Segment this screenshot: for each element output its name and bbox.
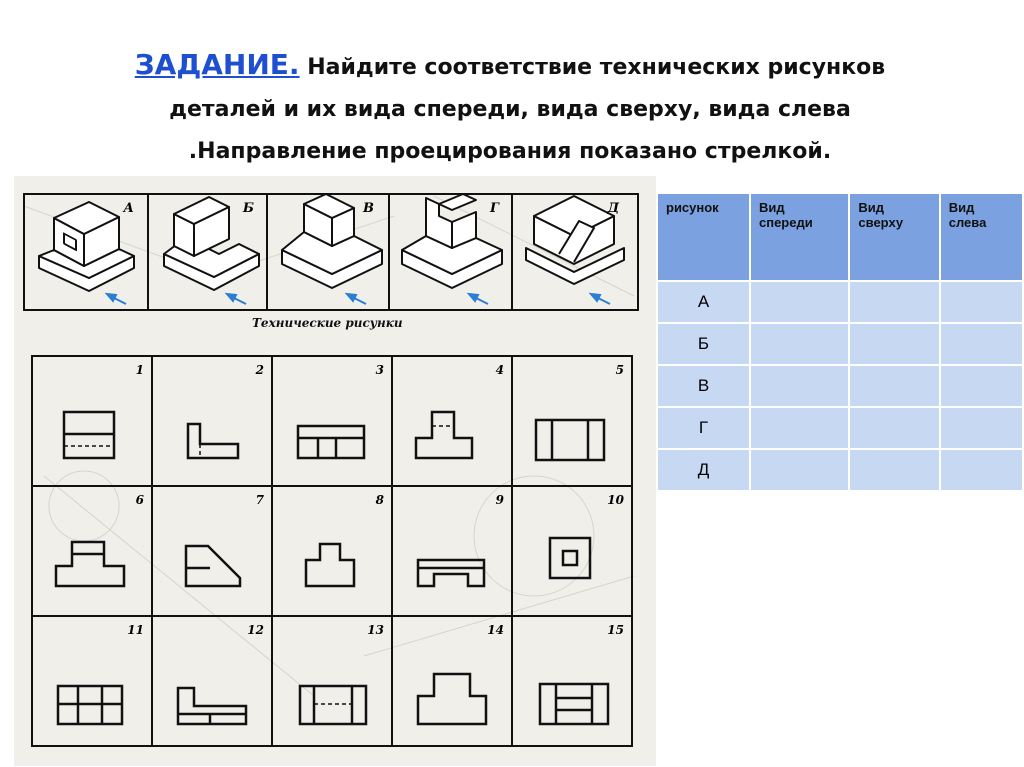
answer-cell[interactable] — [750, 407, 849, 449]
view-number-label: 5 — [615, 363, 624, 377]
answer-cell[interactable] — [849, 449, 939, 491]
table-row — [657, 365, 1023, 407]
table-row — [657, 449, 1023, 491]
answer-cell[interactable] — [849, 281, 939, 323]
answer-table-header — [657, 193, 1023, 281]
answer-cell[interactable] — [750, 365, 849, 407]
answer-cell[interactable] — [940, 365, 1023, 407]
table-row — [657, 323, 1023, 365]
task-line-1: Найдите соответствие технических рисунков — [307, 55, 886, 80]
view-number-label: 2 — [255, 363, 264, 377]
drawing-letter-label: А — [123, 201, 134, 216]
header-drawing: рисунок — [657, 193, 750, 281]
view-number-label: 4 — [495, 363, 504, 377]
answer-table — [656, 192, 1024, 492]
answer-cell[interactable] — [849, 407, 939, 449]
drawing-letter-label: Г — [490, 201, 499, 216]
task-keyword: ЗАДАНИЕ. — [134, 48, 300, 81]
drawing-letter-label: Б — [242, 201, 254, 216]
drawing-letter-label: Д — [607, 201, 619, 216]
answer-cell[interactable] — [750, 449, 849, 491]
scanned-figure — [14, 176, 656, 766]
view-number-label: 14 — [487, 623, 504, 637]
row-label: Б — [657, 323, 750, 365]
view-number-label: 13 — [367, 623, 384, 637]
answer-cell[interactable] — [849, 323, 939, 365]
view-number-label: 6 — [135, 493, 144, 507]
figure-caption: Технические рисунки — [252, 316, 403, 330]
drawing-letter-label: В — [363, 201, 374, 216]
row-label: Г — [657, 407, 750, 449]
answer-cell[interactable] — [940, 323, 1023, 365]
orthographic-views — [56, 412, 608, 724]
part-a-drawing — [39, 202, 134, 291]
answer-cell[interactable] — [750, 323, 849, 365]
view-number-label: 3 — [375, 363, 384, 377]
task-line-3: .Направление проецирования показано стрелкой. — [188, 139, 832, 164]
view-number-label: 9 — [495, 493, 504, 507]
row-label: Д — [657, 449, 750, 491]
view-number-label: 1 — [135, 363, 144, 377]
view-number-label: 10 — [607, 493, 624, 507]
technical-drawings-svg — [14, 176, 656, 766]
header-top-view: Вид сверху — [849, 193, 939, 281]
answer-cell[interactable] — [849, 365, 939, 407]
view-number-label: 7 — [255, 493, 264, 507]
header-left-view: Вид слева — [940, 193, 1023, 281]
answer-cell[interactable] — [940, 449, 1023, 491]
view-number-label: 11 — [127, 623, 144, 637]
task-heading — [40, 44, 980, 173]
answer-cell[interactable] — [940, 407, 1023, 449]
header-front-view: Вид спереди — [750, 193, 849, 281]
task-line-2: деталей и их вида спереди, вида сверху, вида слева — [169, 97, 851, 122]
row-label: В — [657, 365, 750, 407]
view-number-label: 8 — [375, 493, 384, 507]
table-row — [657, 281, 1023, 323]
projection-arrows — [107, 294, 610, 304]
answer-cell[interactable] — [940, 281, 1023, 323]
part-g-drawing — [402, 194, 502, 288]
view-number-label: 12 — [247, 623, 264, 637]
row-label: А — [657, 281, 750, 323]
view-number-label: 15 — [607, 623, 624, 637]
table-row — [657, 407, 1023, 449]
answer-cell[interactable] — [750, 281, 849, 323]
